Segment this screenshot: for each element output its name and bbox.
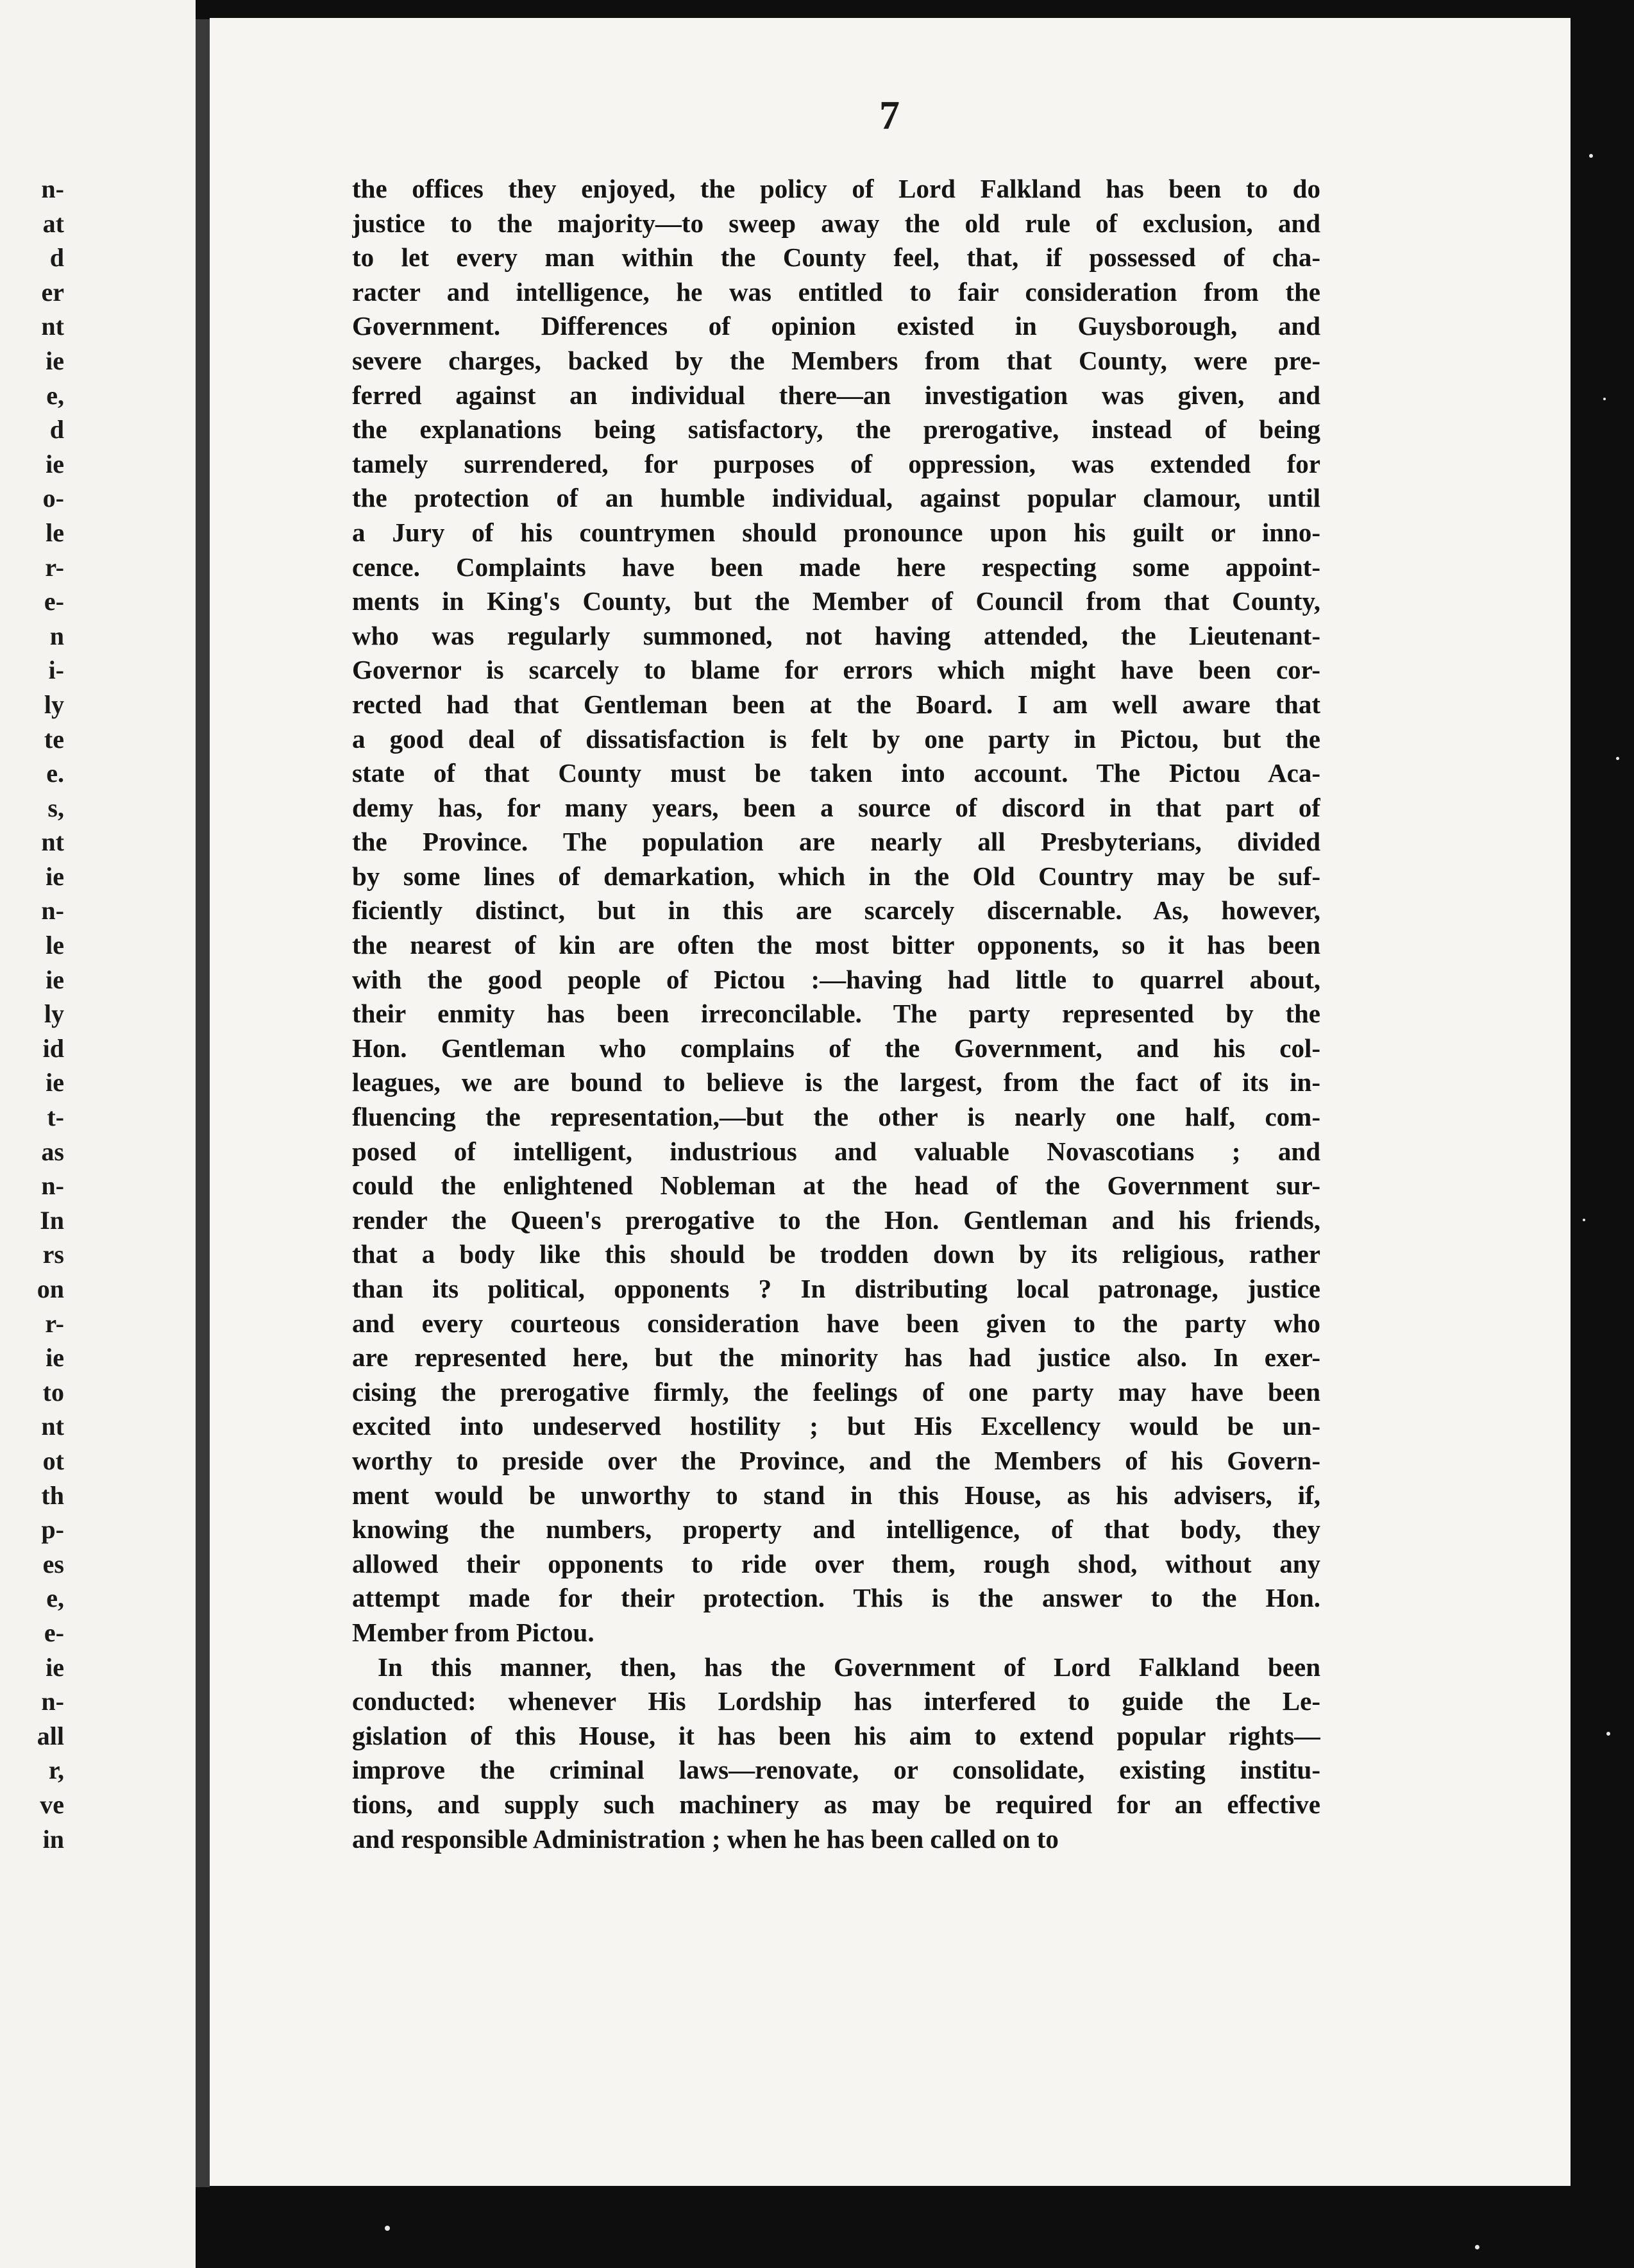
scan-speck (1589, 154, 1593, 158)
text-line: fluencing the representation,—but the other is nearly one half, com- (352, 1102, 1320, 1132)
text-line: and every courteous consideration have been given to the party who (352, 1308, 1320, 1338)
text-line: their enmity has been irreconcilable. The party represented by the (352, 999, 1320, 1029)
text-line: are represented here, but the minority has had justice also. In exer- (352, 1342, 1320, 1373)
facing-page-fragment: ot (42, 1446, 64, 1475)
facing-page-fragment: e- (44, 1618, 64, 1647)
facing-page-fragment: n- (41, 174, 64, 203)
text-line: Hon. Gentleman who complains of the Government, and his col- (352, 1033, 1320, 1063)
text-line: state of that County must be taken into account. The Pictou Aca- (352, 758, 1320, 788)
facing-page-fragment: ie (46, 1343, 64, 1373)
text-line: than its political, opponents ? In distributing local patronage, justice (352, 1274, 1320, 1303)
scan-speck (1583, 1219, 1585, 1221)
facing-page-fragment: on (37, 1274, 64, 1303)
facing-page-fragment: r- (45, 1308, 64, 1338)
facing-page-fragment: In (40, 1205, 64, 1235)
text-line: and responsible Administration ; when he has been called on to (352, 1824, 1059, 1854)
facing-page-fragment: ie (46, 346, 64, 375)
scan-speck (385, 2226, 390, 2231)
text-line: improve the criminal laws—renovate, or consolidate, existing institu- (352, 1755, 1320, 1785)
facing-page-fragment: at (42, 208, 64, 238)
text-line: racter and intelligence, he was entitled to fair consideration from the (352, 276, 1320, 307)
facing-page-fragment: e- (44, 587, 64, 616)
text-line: with the good people of Pictou :—having had little to quarrel about, (352, 964, 1320, 994)
text-line: could the enlightened Nobleman at the head of the Government sur- (352, 1171, 1320, 1201)
text-line: ments in King's County, but the Member of Council from that County, (352, 586, 1320, 616)
facing-page-fragment: rs (42, 1240, 64, 1269)
page-number: 7 (879, 92, 900, 138)
facing-page-fragment: es (42, 1549, 64, 1578)
facing-page-fragment: nt (41, 312, 64, 341)
text-line: cising the prerogative firmly, the feelings of one party may have been (352, 1376, 1320, 1407)
text-line: render the Queen's prerogative to the Hon. Gentleman and his friends, (352, 1205, 1320, 1235)
facing-page-fragment: n- (41, 896, 64, 926)
text-line: rected had that Gentleman been at the Board. I am well aware that (352, 689, 1320, 719)
text-line: the explanations being satisfactory, the prerogative, instead of being (352, 414, 1320, 444)
facing-page-fragment: r, (48, 1756, 64, 1785)
text-line: justice to the majority—to sweep away the old rule of exclusion, and (352, 208, 1320, 238)
facing-page-fragment: le (46, 518, 64, 547)
text-line: demy has, for many years, been a source of discord in that part of (352, 792, 1320, 822)
text-line: conducted: whenever His Lordship has interfered to guide the Le- (352, 1686, 1320, 1716)
text-line: ficiently distinct, but in this are scarcely discernable. As, however, (352, 895, 1320, 926)
text-line: posed of intelligent, industrious and valuable Novascotians ; and (352, 1136, 1320, 1166)
text-line: that a body like this should be trodden down by its religious, rather (352, 1239, 1320, 1269)
document-page (210, 18, 1571, 2186)
text-line: ferred against an individual there—an investigation was given, and (352, 380, 1320, 410)
facing-page-fragment: n- (41, 1171, 64, 1201)
text-line: who was regularly summoned, not having attended, the Lieutenant- (352, 620, 1320, 650)
facing-page-fragment: er (41, 277, 64, 307)
text-line: attempt made for their protection. This is the answer to the Hon. (352, 1583, 1320, 1613)
book-gutter (196, 19, 210, 2187)
facing-page-fragment: p- (41, 1515, 64, 1544)
text-line: the protection of an humble individual, against popular clamour, until (352, 483, 1320, 513)
facing-page-fragment: te (44, 724, 64, 754)
text-line: leagues, we are bound to believe is the largest, from the fact of its in- (352, 1067, 1320, 1097)
text-line: tamely surrendered, for purposes of oppression, was extended for (352, 448, 1320, 478)
facing-page-fragment: d (49, 243, 64, 273)
facing-page-fragment: th (41, 1480, 64, 1510)
text-line: ment would be unworthy to stand in this House, as his advisers, if, (352, 1480, 1320, 1510)
text-line: Government. Differences of opinion existed in Guysborough, and (352, 311, 1320, 341)
scan-speck (1475, 2245, 1479, 2249)
text-line: the offices they enjoyed, the policy of Lord Falkland has been to do (352, 174, 1320, 203)
facing-page-fragment: nt (41, 827, 64, 857)
facing-page-fragment: o- (42, 484, 64, 513)
text-line: Member from Pictou. (352, 1617, 594, 1647)
facing-page-fragment: d (49, 415, 64, 444)
text-line: excited into undeserved hostility ; but His Excellency would be un- (352, 1411, 1320, 1441)
facing-page-fragment: i- (48, 656, 64, 685)
text-line: severe charges, backed by the Members from that County, were pre- (352, 345, 1320, 375)
facing-page-fragment: ie (46, 1068, 64, 1097)
facing-page-fragment: s, (47, 793, 64, 822)
facing-page-fragment: e, (46, 380, 64, 410)
facing-page-fragment: ly (44, 999, 64, 1029)
scan-speck (1606, 1732, 1610, 1736)
text-line: Governor is scarcely to blame for errors which might have been cor- (352, 655, 1320, 685)
facing-page-fragment: ie (46, 965, 64, 994)
text-line: gislation of this House, it has been his aim to extend popular rights— (352, 1720, 1320, 1750)
text-line: tions, and supply such machinery as may be required for an effective (352, 1789, 1320, 1819)
scan-speck (1603, 398, 1606, 400)
text-line: a Jury of his countrymen should pronounce upon his guilt or inno- (352, 517, 1320, 547)
facing-page-fragment: to (42, 1377, 64, 1407)
facing-page-fragment: ve (40, 1790, 64, 1819)
facing-page-fragment: e. (46, 759, 64, 788)
text-line: allowed their opponents to ride over them, rough shod, without any (352, 1548, 1320, 1578)
facing-page-fragment: r- (45, 552, 64, 582)
facing-page-fragment: in (42, 1824, 64, 1854)
body-text (352, 172, 1320, 1856)
facing-page-fragment: le (46, 931, 64, 960)
facing-page-fragment: nt (41, 1412, 64, 1441)
facing-page-edge (0, 0, 196, 2268)
facing-page-fragment: id (42, 1033, 64, 1063)
facing-page-fragment: ly (44, 690, 64, 719)
scan-speck (1616, 757, 1619, 760)
facing-page-fragment: ie (46, 449, 64, 478)
facing-page-fragment: ie (46, 1652, 64, 1682)
facing-page-fragment: n- (41, 1687, 64, 1716)
facing-page-fragment: as (41, 1137, 64, 1166)
text-line: worthy to preside over the Province, and the Members of his Govern- (352, 1445, 1320, 1475)
facing-page-fragment: n (49, 621, 64, 650)
text-line: the Province. The population are nearly all Presbyterians, divided (352, 827, 1320, 857)
text-line: a good deal of dissatisfaction is felt by one party in Pictou, but the (352, 724, 1320, 754)
text-line: to let every man within the County feel, that, if possessed of cha- (352, 242, 1320, 273)
facing-page-line-endings (0, 172, 64, 1856)
text-line: by some lines of demarkation, which in the Old Country may be suf- (352, 861, 1320, 891)
text-line: In this manner, then, has the Government of Lord Falkland been (378, 1652, 1320, 1682)
text-line: the nearest of kin are often the most bitter opponents, so it has been (352, 930, 1320, 960)
facing-page-fragment: t- (47, 1103, 64, 1132)
facing-page-fragment: e, (46, 1584, 64, 1613)
facing-page-fragment: ie (46, 861, 64, 891)
text-line: cence. Complaints have been made here respecting some appoint- (352, 552, 1320, 582)
facing-page-fragment: all (37, 1721, 64, 1750)
text-line: knowing the numbers, property and intelligence, of that body, they (352, 1514, 1320, 1544)
